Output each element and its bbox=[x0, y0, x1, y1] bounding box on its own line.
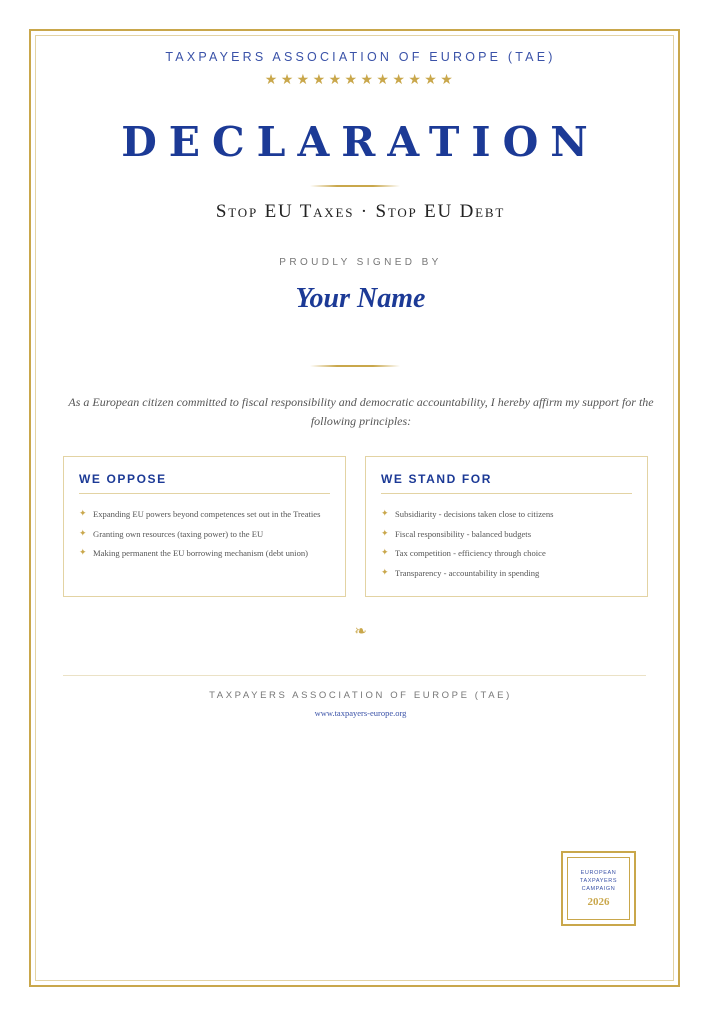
seal-line-1: EUROPEAN bbox=[580, 870, 617, 876]
signed-by-label: PROUDLY SIGNED BY bbox=[279, 257, 442, 268]
document-title: DECLARATION bbox=[121, 118, 600, 166]
list-item-text: Subsidiarity - decisions taken close to citizens bbox=[395, 509, 554, 519]
star-bullet-icon: ✦ bbox=[381, 567, 389, 578]
seal-year: 2026 bbox=[587, 896, 610, 908]
gold-divider-top bbox=[310, 185, 400, 187]
document-subtitle: Stop EU Taxes · Stop EU Debt bbox=[215, 201, 506, 222]
star-bullet-icon: ✦ bbox=[79, 509, 87, 519]
list-item bbox=[381, 547, 626, 561]
star-bullet-icon: ✦ bbox=[381, 509, 389, 519]
we-stand-for-list bbox=[381, 508, 626, 586]
star-bullet-icon: ✦ bbox=[381, 548, 389, 558]
declaration-statement: As a European citizen committed to fiscal responsibility and democratic accountability, I hereby affirm my support for the following principles: bbox=[68, 395, 654, 428]
list-item bbox=[79, 508, 324, 522]
signer-name: Your Name bbox=[295, 283, 426, 314]
we-oppose-heading: WE OPPOSE bbox=[79, 472, 330, 494]
list-item bbox=[381, 508, 626, 522]
seal-line-2: TAXPAYERS bbox=[579, 878, 618, 884]
footer-website-link[interactable]: www.taxpayers-europe.org bbox=[314, 708, 407, 718]
campaign-seal bbox=[561, 851, 636, 926]
list-item-text: Transparency - accountability in spending bbox=[395, 567, 540, 578]
footer-divider bbox=[63, 675, 646, 676]
star-bullet-icon: ✦ bbox=[79, 528, 87, 539]
list-item-text: Fiscal responsibility - balanced budgets bbox=[395, 528, 532, 539]
fleuron-ornament-icon: ❧ bbox=[354, 622, 367, 640]
list-item bbox=[381, 528, 626, 542]
list-item-text: Making permanent the EU borrowing mechanism (debt union) bbox=[93, 548, 309, 558]
list-item-text: Tax competition - efficiency through choice bbox=[395, 548, 546, 558]
list-item-text: Expanding EU powers beyond competences set out in the Treaties bbox=[93, 509, 321, 519]
stars-ornament: ★★★★★★★★★★★★ bbox=[264, 72, 457, 88]
we-oppose-list bbox=[79, 508, 324, 567]
list-item bbox=[79, 528, 324, 542]
star-bullet-icon: ✦ bbox=[381, 528, 389, 539]
campaign-seal-inner bbox=[567, 857, 630, 920]
list-item bbox=[79, 547, 324, 561]
we-stand-for-panel bbox=[365, 456, 648, 597]
we-stand-for-heading: WE STAND FOR bbox=[381, 472, 632, 494]
footer-organization: TAXPAYERS ASSOCIATION OF EUROPE (TAE) bbox=[209, 690, 512, 701]
we-oppose-panel bbox=[63, 456, 346, 597]
organization-header: TAXPAYERS ASSOCIATION OF EUROPE (TAE) bbox=[165, 50, 556, 64]
star-bullet-icon: ✦ bbox=[79, 548, 87, 558]
gold-divider-bottom bbox=[310, 365, 400, 367]
list-item bbox=[381, 567, 626, 581]
seal-line-3: CAMPAIGN bbox=[581, 886, 616, 892]
list-item-text: Granting own resources (taxing power) to the EU bbox=[93, 528, 264, 539]
